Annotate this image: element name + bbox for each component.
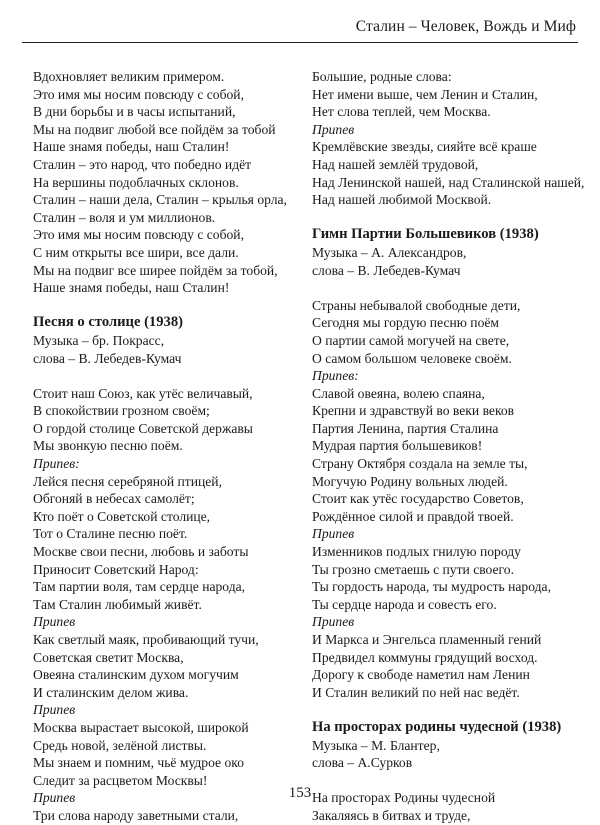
- verse-line: Мы знаем и помним, чьё мудрое око: [33, 755, 244, 771]
- verse-line: Ты сердце народа и совесть его.: [312, 596, 497, 612]
- verse-line: Предвидел коммуны грядущий восход.: [312, 649, 538, 665]
- verse-line: В спокойствии грозном своём;: [33, 403, 210, 419]
- verse-line: Дорогу к свободе наметил нам Ленин: [312, 667, 530, 683]
- chorus-label: Припев: [33, 790, 76, 806]
- verse-line: О гордой столице Советской державы: [33, 420, 253, 436]
- verse-line: Ты гордость народа, ты мудрость народа,: [312, 579, 551, 595]
- song-heading: Гимн Партии Большевиков (1938): [312, 226, 539, 243]
- verse-line: Советская светит Москва,: [33, 649, 184, 665]
- verse-line: Следит за расцветом Москвы!: [33, 772, 208, 788]
- verse-line: Стоит как утёс государство Советов,: [312, 491, 524, 507]
- verse-line: Славой овеяна, волею спаяна,: [312, 385, 485, 401]
- verse-line: В дни борьбы и в часы испытаний,: [33, 104, 236, 120]
- verse-line: Сталин – воля и ум миллионов.: [33, 209, 216, 225]
- chorus-label: Припев:: [312, 368, 359, 384]
- verse-line: Над нашей землёй трудовой,: [312, 156, 479, 172]
- verse-line: Лейся песня серебряной птицей,: [33, 473, 222, 489]
- blank-line: [312, 701, 582, 719]
- verse-line: И Сталин великий по ней нас ведёт.: [312, 684, 520, 700]
- verse-line: Стоит наш Союз, как утёс величавый,: [33, 385, 253, 401]
- verse-line: Страны небывалой свободные дети,: [312, 297, 521, 313]
- chorus-label: Припев: [312, 121, 355, 137]
- verse-line: Музыка – А. Александров,: [312, 244, 467, 260]
- verse-line: И Маркса и Энгельса пламенный гений: [312, 632, 542, 647]
- verse-line: Овеяна сталинским духом могучим: [33, 667, 239, 683]
- verse-line: Средь новой, зелёной листвы.: [33, 737, 207, 753]
- left-text-column: [33, 68, 295, 825]
- blank-line: [33, 297, 295, 315]
- song-heading: На просторах родины чудесной (1938): [312, 718, 562, 735]
- verse-line: Наше знамя победы, наш Сталин!: [33, 280, 230, 296]
- blank-line: [312, 279, 582, 297]
- verse-line: Как светлый маяк, пробивающий тучи,: [33, 632, 259, 647]
- verse-line: И сталинским делом жива.: [33, 684, 189, 700]
- verse-line: Там партии воля, там сердце народа,: [33, 579, 246, 595]
- verse-line: Кремлёвские звезды, сияйте всё краше: [312, 139, 537, 155]
- verse-line: Над Ленинской нашей, над Сталинской нашей,: [312, 174, 585, 190]
- chorus-label: Припев: [312, 614, 355, 630]
- verse-line: О партии самой могучей на свете,: [312, 332, 510, 348]
- verse-line: Крепни и здравствуй во веки веков: [312, 403, 515, 419]
- running-header: [22, 14, 578, 43]
- verse-line: Над нашей любимой Москвой.: [312, 192, 492, 208]
- verse-line: Рождённое силой и правдой твоей.: [312, 508, 514, 524]
- verse-line: слова – В. Лебедев-Кумач: [312, 262, 461, 278]
- page-number: 153: [288, 785, 312, 801]
- verse-line: Приносит Советский Народ:: [33, 561, 199, 577]
- verse-line: Сегодня мы гордую песню поём: [312, 315, 500, 331]
- verse-line: Это имя мы носим повсюду с собой,: [33, 86, 244, 102]
- verse-line: Москва вырастает высокой, широкой: [33, 719, 249, 735]
- verse-line: Наше знамя победы, наш Сталин!: [33, 139, 230, 155]
- verse-line: Большие, родные слова:: [312, 69, 452, 84]
- verse-line: Мудрая партия большевиков!: [312, 438, 483, 454]
- verse-line: Музыка – М. Блантер,: [312, 737, 440, 753]
- blank-line: [312, 209, 582, 227]
- chorus-label: Припев: [33, 614, 76, 630]
- song-heading: Песня о столице (1938): [33, 314, 183, 331]
- chorus-label: Припев:: [33, 456, 80, 472]
- verse-line: На просторах Родины чудесной: [312, 790, 496, 806]
- running-header-title: Сталин – Человек, Вождь и Миф: [355, 18, 576, 35]
- verse-line: Кто поёт о Советской столице,: [33, 508, 211, 524]
- verse-line: слова – А.Сурков: [312, 755, 413, 771]
- verse-line: На вершины подоблачных склонов.: [33, 174, 239, 190]
- verse-line: Закаляясь в битвах и труде,: [312, 807, 471, 823]
- verse-line: Мы на подвиг все ширее пойдём за тобой,: [33, 262, 278, 278]
- right-text-column: [312, 68, 585, 825]
- verse-line: слова – В. Лебедев-Кумач: [33, 350, 182, 366]
- verse-line: Это имя мы носим повсюду с собой,: [33, 227, 244, 243]
- verse-line: Тот о Сталине песню поёт.: [33, 526, 188, 542]
- verse-line: Нет имени выше, чем Ленин и Сталин,: [312, 86, 538, 102]
- verse-line: Ты грозно сметаешь с пути своего.: [312, 561, 514, 577]
- verse-line: Страну Октября создала на земле ты,: [312, 456, 528, 472]
- chorus-label: Припев: [312, 526, 355, 542]
- verse-line: С ним открыты все шири, все дали.: [33, 244, 239, 260]
- verse-line: Нет слова теплей, чем Москва.: [312, 104, 491, 120]
- verse-line: Сталин – наши дела, Сталин – крылья орла,: [33, 192, 287, 208]
- verse-line: Вдохновляет великим примером.: [33, 69, 225, 84]
- verse-line: Обгоняй в небесах самолёт;: [33, 491, 195, 507]
- verse-line: Мы на подвиг любой все пойдём за тобой: [33, 121, 276, 137]
- verse-line: Сталин – это народ, что победно идёт: [33, 156, 252, 172]
- verse-line: Могучую Родину вольных людей.: [312, 473, 508, 489]
- verse-line: Изменников подлых гнилую породу: [312, 544, 521, 560]
- verse-line: Партия Ленина, партия Сталина: [312, 420, 499, 436]
- verse-line: Там Сталин любимый живёт.: [33, 596, 202, 612]
- verse-line: Москве свои песни, любовь и заботы: [33, 544, 249, 560]
- verse-line: Три слова народу заветными стали,: [33, 807, 239, 823]
- chorus-label: Припев: [33, 702, 76, 718]
- verse-line: Мы звонкую песню поём.: [33, 438, 183, 454]
- blank-line: [33, 367, 295, 385]
- verse-line: Музыка – бр. Покрасс,: [33, 332, 165, 348]
- verse-line: О самом большом человеке своём.: [312, 350, 512, 366]
